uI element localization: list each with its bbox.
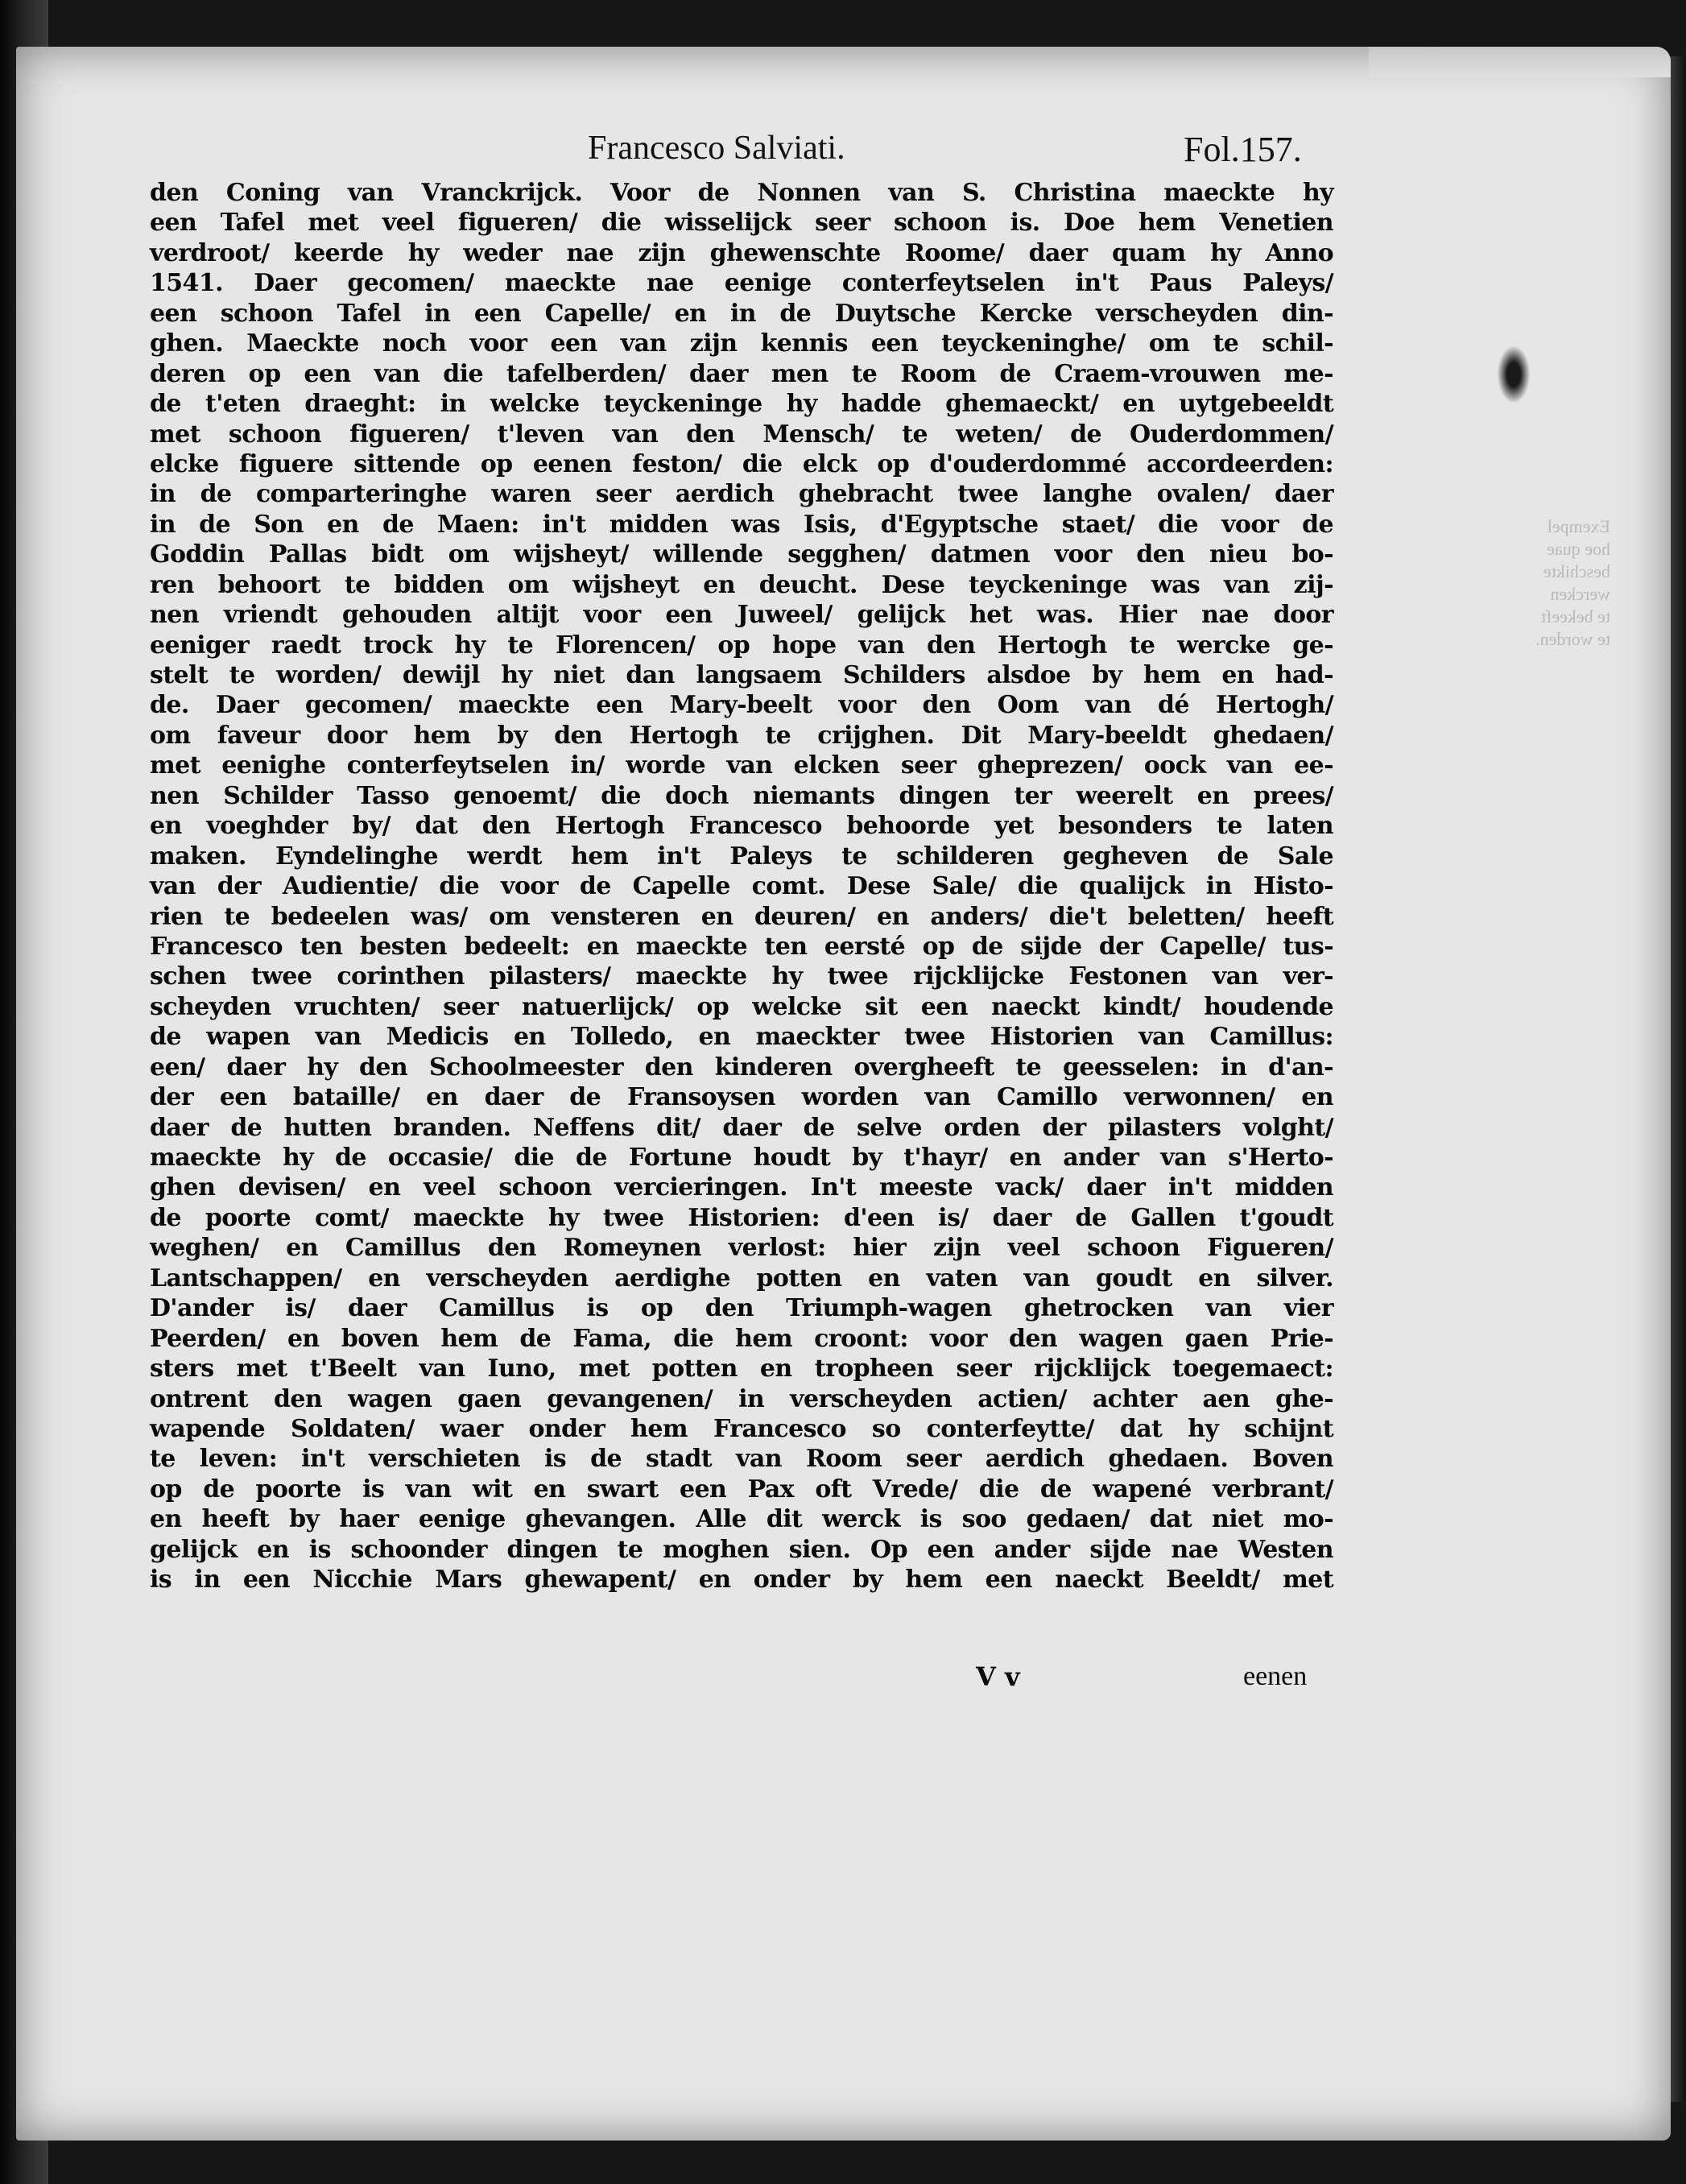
text-line: verdroot/ keerde hy weder nae zijn ghewenschte Roome/ daer quam hy Anno	[150, 238, 1333, 267]
text-line: nen Schilder Tasso genoemt/ die doch niemants dingen ter weerelt en prees/	[150, 781, 1333, 810]
text-line: Goddin Pallas bidt om wijsheyt/ willende segghen/ datmen voor den nieu bo-	[150, 540, 1333, 569]
text-line: maken. Eyndelinghe werdt hem in't Paleys te schilderen gegheven de Sale	[150, 842, 1333, 871]
text-line: D'ander is/ daer Camillus is op den Triumph-wagen ghetrocken van vier	[150, 1294, 1333, 1323]
bleed-line: Exempel	[1547, 516, 1610, 536]
text-line: stelt te worden/ dewijl hy niet dan langsaem Schilders alsdoe by hem en had-	[150, 661, 1333, 689]
text-line: is in een Nicchie Mars ghewapent/ en onder by hem een naeckt Beeldt/ met	[150, 1566, 1333, 1595]
signature-mark: V v	[976, 1661, 1020, 1692]
text-line: rien te bedeelen was/ om vensteren en deuren/ en anders/ die't beletten/ heeft	[150, 902, 1333, 931]
text-line: weghen/ en Camillus den Romeynen verlost: hier zijn veel schoon Figueren/	[150, 1234, 1333, 1263]
bleed-line: te bekeeft	[1540, 606, 1610, 627]
text-line: Peerden/ en boven hem de Fama, die hem croont: voor den wagen gaen Prie-	[150, 1324, 1333, 1353]
page-footer	[0, 1661, 1686, 1702]
text-line: de wapen van Medicis en Tolledo, en maeckter twee Historien van Camillus:	[150, 1023, 1333, 1052]
folio-number: Fol.157.	[1184, 130, 1302, 169]
text-line: een schoon Tafel in een Capelle/ en in de Duytsche Kercke verscheyden din-	[150, 299, 1333, 328]
text-line: gelijck en is schoonder dingen te moghen sien. Op een ander sijde nae Westen	[150, 1535, 1333, 1564]
text-line: de poorte comt/ maeckte hy twee Historien: d'een is/ daer de Gallen t'goudt	[150, 1203, 1333, 1232]
text-line: van der Audientie/ die voor de Capelle comt. Dese Sale/ die qualijck in Histo-	[150, 872, 1333, 901]
text-line: schen twee corinthen pilasters/ maeckte hy twee rijcklijcke Festonen van ver-	[150, 962, 1333, 991]
text-line: een/ daer hy den Schoolmeester den kinderen overgheeft te geesselen: in d'an-	[150, 1053, 1333, 1082]
text-line: sters met t'Beelt van Iuno, met potten en tropheen seer rijcklijck toegemaect:	[150, 1355, 1333, 1384]
catchword: eenen	[1243, 1661, 1308, 1691]
text-line: op de poorte is van wit en swart een Pax oft Vrede/ die de wapené verbrant/	[150, 1475, 1333, 1504]
text-line: met schoon figueren/ t'leven van den Mensch/ te weten/ de Ouderdommen/	[150, 420, 1333, 449]
text-line: deren op een van die tafelberden/ daer men te Room de Craem-vrouwen me-	[150, 359, 1333, 388]
text-line: nen vriendt gehouden altijt voor een Juweel/ gelijck het was. Hier nae door	[150, 601, 1333, 630]
text-line: en voeghder by/ dat den Hertogh Francesco behoorde yet besonders te laten	[150, 812, 1333, 841]
text-line: ghen devisen/ en veel schoon vercieringen. In't meeste vack/ daer in't midden	[150, 1173, 1333, 1202]
text-line: scheyden vruchten/ seer natuerlijck/ op welcke sit een naeckt kindt/ houdende	[150, 992, 1333, 1021]
text-line: en heeft by haer eenige ghevangen. Alle dit werck is soo gedaen/ dat niet mo-	[150, 1505, 1333, 1534]
text-line: den Coning van Vranckrijck. Voor de Nonnen van S. Christina maeckte hy	[150, 179, 1333, 207]
text-line: 1541. Daer gecomen/ maeckte nae eenige conterfeytselen in't Paus Paleys/	[150, 269, 1333, 298]
body-text	[150, 179, 1333, 1596]
text-line: in de comparteringhe waren seer aerdich ghebracht twee langhe ovalen/ daer	[150, 480, 1333, 509]
text-line: Lantschappen/ en verscheyden aerdighe potten en vaten van goudt en silver.	[150, 1264, 1333, 1293]
text-line: te leven: in't verschieten is de stadt van Room seer aerdich ghedaen. Boven	[150, 1445, 1333, 1474]
bleed-line: hoe quae	[1547, 539, 1610, 559]
show-through-margin-note	[1369, 515, 1610, 725]
text-line: elcke figuere sittende op eenen feston/ die elck op d'ouderdommé accordeerden:	[150, 449, 1333, 478]
text-line: wapende Soldaten/ waer onder hem Francesco so conterfeytte/ dat hy schijnt	[150, 1414, 1333, 1443]
text-line: Francesco ten besten bedeelt: en maeckte ten eersté op de sijde der Capelle/ tus-	[150, 932, 1333, 961]
text-line: eeniger raedt trock hy te Florencen/ op hope van den Hertogh te wercke ge-	[150, 631, 1333, 660]
text-line: ren behoort te bidden om wijsheyt en deucht. Dese teyckeninge was van zij-	[150, 570, 1333, 599]
running-head	[0, 129, 1686, 177]
text-line: in de Son en de Maen: in't midden was Isis, d'Egyptsche staet/ die voor de	[150, 510, 1333, 539]
page-top-edge	[1369, 47, 1671, 77]
text-line: daer de hutten branden. Neffens dit/ daer de selve orden der pilasters volght/	[150, 1113, 1333, 1142]
text-line: ontrent den wagen gaen gevangenen/ in verscheyden actien/ achter aen ghe-	[150, 1384, 1333, 1413]
text-line: der een bataille/ en daer de Fransoysen worden van Camillo verwonnen/ en	[150, 1083, 1333, 1112]
text-line: de t'eten draeght: in welcke teyckeninge hy hadde ghemaeckt/ en uytgebeeldt	[150, 390, 1333, 419]
text-line: maeckte hy de occasie/ die de Fortune houdt by t'hayr/ en ander van s'Herto-	[150, 1144, 1333, 1172]
bleed-line: beschikte	[1543, 561, 1610, 581]
running-title: Francesco Salviati.	[588, 130, 845, 167]
text-line: om faveur door hem by den Hertogh te crijghen. Dit Mary-beeldt ghedaen/	[150, 721, 1333, 750]
text-line: een Tafel met veel figueren/ die wisselijck seer schoon is. Doe hem Venetien	[150, 209, 1333, 238]
bleed-line: te worden.	[1535, 629, 1610, 649]
text-line: met eenighe conterfeytselen in/ worde van elcken seer gheprezen/ oock van ee-	[150, 751, 1333, 780]
bleed-line: wercken	[1550, 584, 1610, 604]
text-line: ghen. Maeckte noch voor een van zijn kennis een teyckeninghe/ om te schil-	[150, 329, 1333, 358]
text-line: de. Daer gecomen/ maeckte een Mary-beelt voor den Oom van dé Hertogh/	[150, 691, 1333, 720]
ink-smudge	[1498, 346, 1530, 403]
